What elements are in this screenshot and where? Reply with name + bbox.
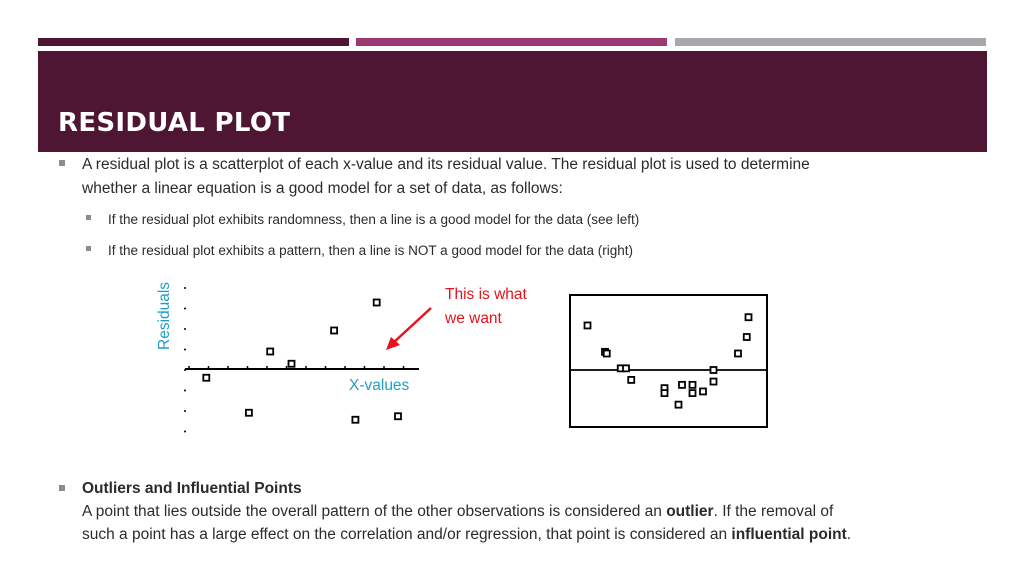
y-axis-label: Residuals <box>156 281 173 350</box>
data-point <box>628 377 634 383</box>
intro-line-1: A residual plot is a scatterplot of each x-value and its residual value. The residual plot is used to determine <box>82 156 810 173</box>
y-axis-dot <box>184 349 186 351</box>
data-point <box>203 375 209 381</box>
bullet-icon <box>59 485 65 491</box>
y-axis-dot <box>184 328 186 330</box>
patterned-residual-plot <box>570 295 767 427</box>
y-axis-dot <box>184 287 186 289</box>
data-point <box>662 390 668 396</box>
data-point <box>623 365 629 371</box>
data-point <box>690 382 696 388</box>
intro-line-2: whether a linear equation is a good model for a set of data, as follows: <box>82 180 563 197</box>
data-point <box>735 351 741 357</box>
data-point <box>331 328 337 334</box>
outliers-text: such a point has a large effect on the correlation and/or regression, that point is considered an <box>82 526 732 543</box>
outliers-heading: Outliers and Influential Points <box>82 480 302 497</box>
slide-title: RESIDUAL PLOT <box>58 108 291 138</box>
x-axis-label: X-values <box>349 377 410 394</box>
data-point <box>679 382 685 388</box>
data-point <box>374 300 380 306</box>
sub-bullet-pattern: If the residual plot exhibits a pattern, then a line is NOT a good model for the data (right) <box>108 243 634 258</box>
outliers-paragraph-line-1 <box>82 500 833 523</box>
data-point <box>352 417 358 423</box>
outliers-text: . If the removal of <box>713 503 834 520</box>
data-point <box>246 410 252 416</box>
plot-frame <box>570 295 767 427</box>
annotation-line-1: This is what <box>445 286 527 303</box>
sub-bullet-randomness: If the residual plot exhibits randomness, then a line is a good model for the data (see left) <box>108 212 640 227</box>
data-point <box>289 361 295 367</box>
outliers-text: . <box>846 526 852 543</box>
data-point <box>395 413 401 419</box>
influential-point-term: influential point <box>731 526 847 543</box>
annotation-line-2: we want <box>445 310 502 327</box>
y-axis-dot <box>184 390 186 392</box>
annotation-arrow-icon <box>386 308 431 350</box>
data-point <box>744 334 750 340</box>
y-axis-dot <box>184 431 186 433</box>
data-point <box>676 402 682 408</box>
data-point <box>711 367 717 373</box>
data-point <box>711 379 717 385</box>
random-residual-plot <box>184 287 419 433</box>
outlier-term: outlier <box>666 503 714 520</box>
data-point <box>700 388 706 394</box>
y-axis-dot <box>184 369 186 371</box>
y-axis-dot <box>184 308 186 310</box>
data-point <box>585 322 591 328</box>
outliers-paragraph-line-2 <box>82 523 851 546</box>
data-point <box>604 351 610 357</box>
outliers-text: A point that lies outside the overall pattern of the other observations is considered an <box>82 503 667 520</box>
y-axis-dot <box>184 410 186 412</box>
data-point <box>690 390 696 396</box>
data-point <box>746 314 752 320</box>
data-point <box>267 349 273 355</box>
